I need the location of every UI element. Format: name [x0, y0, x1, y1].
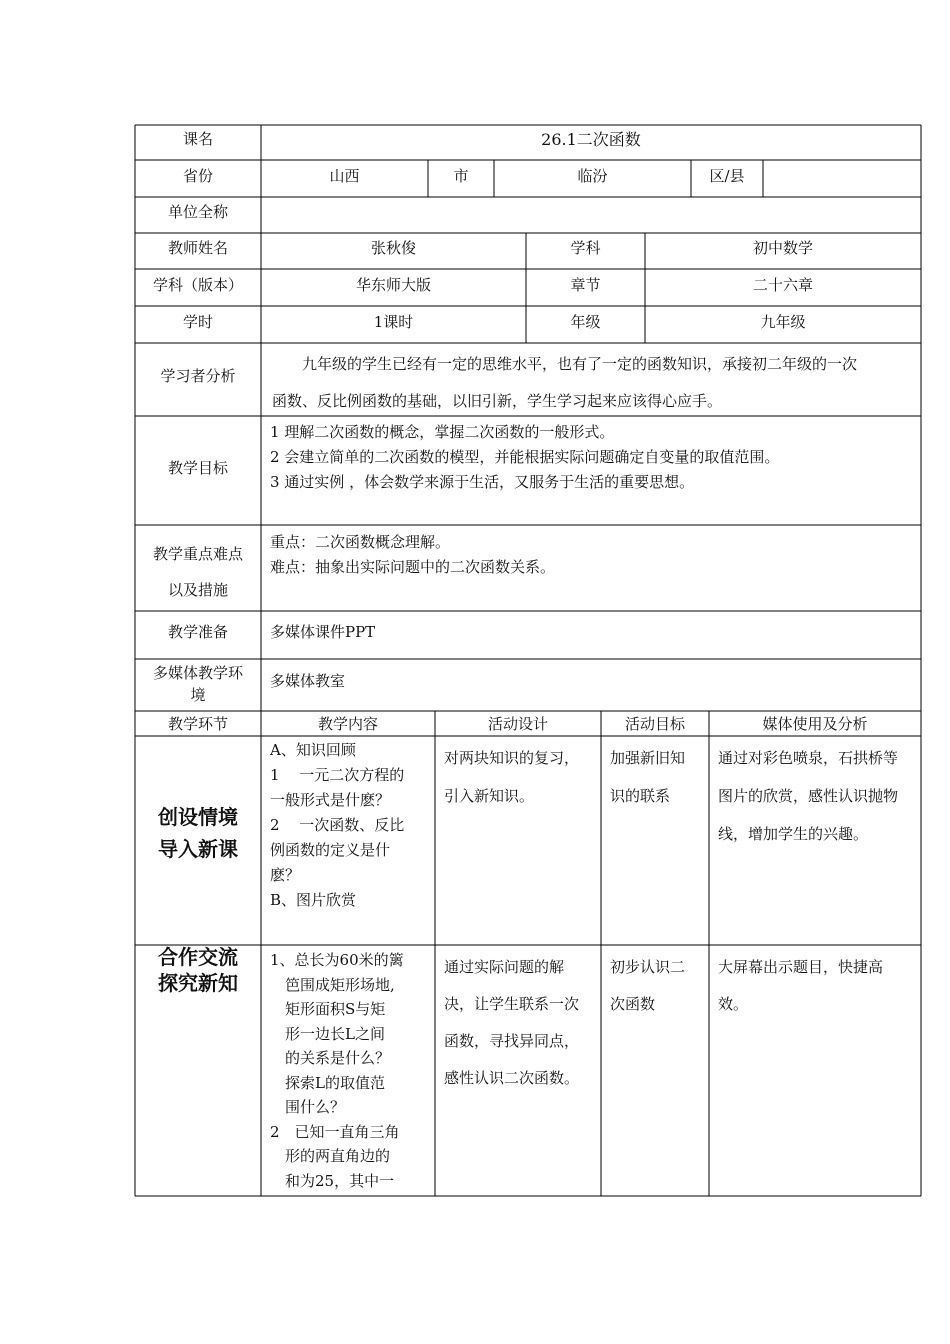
- activity-line: 引入新知识。: [444, 787, 535, 805]
- keypoints-label-line: 以及措施: [167, 581, 228, 599]
- content-line: 的关系是什么？: [270, 1049, 391, 1067]
- hours-label: 学时: [182, 313, 213, 331]
- objectives-text: [270, 420, 779, 495]
- goal-line: 识的联系: [610, 787, 671, 805]
- keypoint-item: 重点：二次函数概念理解。: [270, 533, 451, 551]
- province-value: 山西: [329, 167, 360, 185]
- content-1: [270, 738, 404, 913]
- header-content: 教学内容: [317, 715, 378, 733]
- media-line: 图片的欣赏，感性认识抛物: [718, 787, 899, 805]
- content-line: 笆围成矩形场地,: [270, 975, 395, 994]
- content-line: 2 已知一直角三角: [270, 1122, 400, 1141]
- media-line: 效。: [718, 995, 749, 1013]
- content-line: 探索L的取值范: [270, 1073, 385, 1092]
- preparation-label: 教学准备: [167, 623, 228, 641]
- objective-item: 3 通过实例 ，体会数学来源于生活，又服务于生活的重要思想。: [270, 473, 695, 491]
- content-line: 围什么？: [270, 1098, 346, 1116]
- activity-line: 函数，寻找异同点，: [444, 1032, 580, 1050]
- stage-line: 合作交流: [158, 945, 238, 969]
- analysis-line: 函数、反比例函数的基础，以旧引新，学生学习起来应该得心应手。: [272, 392, 723, 410]
- objective-item: 2 会建立简单的二次函数的模型，并能根据实际问题确定自变量的取值范围。: [270, 448, 780, 466]
- grade-value: 九年级: [760, 313, 806, 331]
- keypoints-label-line: 教学重点难点: [152, 545, 243, 563]
- hours-value: 1课时: [373, 313, 414, 331]
- course-title: 26.1二次函数: [541, 130, 641, 149]
- content-line: 2 一次函数、反比: [270, 816, 405, 834]
- course-label: 课名: [182, 130, 213, 148]
- teacher-label: 教师姓名: [167, 239, 228, 257]
- activity-line: 通过实际问题的解: [444, 958, 565, 976]
- content-line: 一般形式是什麽？: [270, 791, 391, 809]
- content-line: A、知识回顾: [270, 741, 356, 759]
- goal-line: 加强新旧知: [610, 749, 686, 767]
- content-line: B、图片欣赏: [270, 891, 357, 909]
- environment-label: [135, 662, 261, 706]
- stage-line: 导入新课: [158, 837, 238, 861]
- content-line: 例函数的定义是什: [270, 841, 391, 859]
- keypoints-label: [135, 536, 261, 608]
- stage-1: [135, 801, 261, 865]
- keypoint-item: 难点：抽象出实际问题中的二次函数关系。: [270, 558, 556, 576]
- environment-value: 多媒体教室: [270, 672, 346, 690]
- chapter-label: 章节: [570, 276, 601, 294]
- keypoints-text: [270, 530, 555, 580]
- media-line: 通过对彩色喷泉，石拱桥等: [718, 749, 899, 767]
- chapter-value: 二十六章: [752, 276, 813, 294]
- header-media: 媒体使用及分析: [762, 715, 868, 733]
- analysis-label: 学习者分析: [160, 367, 236, 385]
- activity-line: 决，让学生联系一次: [444, 995, 580, 1013]
- content-line: 1 一元二次方程的: [270, 766, 405, 784]
- objectives-label: 教学目标: [167, 459, 228, 477]
- activity-1: [444, 739, 579, 815]
- analysis-text: [272, 346, 857, 420]
- teacher-value: 张秋俊: [370, 239, 416, 257]
- header-goal: 活动目标: [624, 715, 685, 733]
- objective-item: 1 理解二次函数的概念，掌握二次函数的一般形式。: [270, 423, 615, 441]
- preparation-value: 多媒体课件PPT: [270, 623, 376, 641]
- content-line: 矩形面积S与矩: [270, 1000, 386, 1018]
- analysis-line: 九年级的学生已经有一定的思维水平，也有了一定的函数知识，承接初二年级的一次: [302, 355, 858, 373]
- content-line: 形一边长L之间: [270, 1024, 385, 1043]
- environment-label-line: 境: [190, 686, 206, 704]
- activity-line: 感性认识二次函数。: [444, 1069, 580, 1087]
- goal-line: 次函数: [610, 995, 656, 1013]
- stage-2: [135, 944, 261, 996]
- media-line: 大屏幕出示题目，快捷高: [718, 958, 884, 976]
- media-2: [718, 949, 883, 1023]
- content-line: 和为25，其中一: [270, 1171, 395, 1190]
- city-label: 市: [453, 167, 469, 185]
- header-stage: 教学环节: [167, 715, 228, 733]
- goal-line: 初步认识二: [610, 958, 686, 976]
- city-value: 临汾: [577, 167, 608, 185]
- header-activity: 活动设计: [487, 715, 548, 733]
- county-label: 区/县: [709, 167, 745, 185]
- edition-value: 华东师大版: [355, 276, 431, 294]
- subject-label: 学科: [570, 239, 601, 257]
- subject-value: 初中数学: [752, 239, 813, 257]
- environment-label-line: 多媒体教学环: [152, 664, 243, 682]
- stage-line: 探究新知: [158, 971, 238, 995]
- activity-line: 对两块知识的复习，: [444, 749, 580, 767]
- content-line: 1、总长为60米的篱: [270, 951, 404, 969]
- edition-label: 学科（版本）: [152, 276, 243, 294]
- content-2: [270, 948, 404, 1193]
- unit-label: 单位全称: [167, 203, 228, 221]
- activity-2: [444, 949, 579, 1097]
- content-line: 形的两直角边的: [270, 1147, 391, 1165]
- stage-line: 创设情境: [158, 805, 238, 829]
- content-line: 麽？: [270, 866, 301, 884]
- goal-2: [610, 949, 685, 1023]
- province-label: 省份: [182, 167, 213, 185]
- media-1: [718, 739, 898, 853]
- grade-label: 年级: [570, 313, 601, 331]
- goal-1: [610, 739, 685, 815]
- media-line: 线，增加学生的兴趣。: [718, 825, 869, 843]
